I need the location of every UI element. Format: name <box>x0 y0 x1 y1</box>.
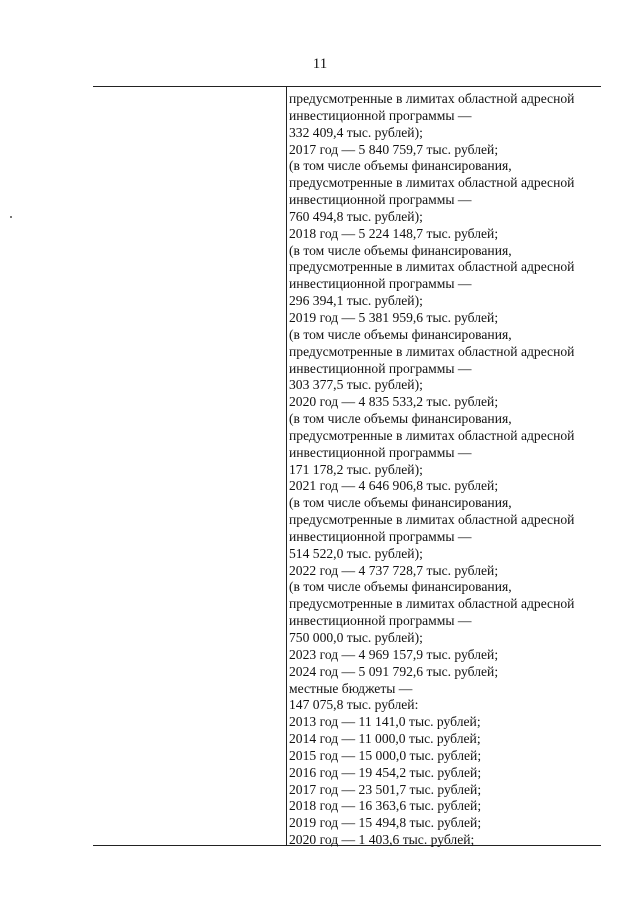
table-text-line: предусмотренные в лимитах областной адресной <box>289 512 575 528</box>
table-text-line: предусмотренные в лимитах областной адресной <box>289 175 575 191</box>
table-text-line: (в том числе объемы финансирования, <box>289 242 512 258</box>
table-text-line: инвестиционной программы — <box>289 613 472 629</box>
table-text-line: инвестиционной программы — <box>289 444 472 460</box>
table-text-line: (в том числе объемы финансирования, <box>289 326 512 342</box>
table-text-line: 2013 год — 11 141,0 тыс. рублей; <box>289 714 481 730</box>
table-text-line: 2020 год — 4 835 533,2 тыс. рублей; <box>289 394 499 410</box>
table-text-line: 2019 год — 15 494,8 тыс. рублей; <box>289 815 482 831</box>
table-text-line: 2015 год — 15 000,0 тыс. рублей; <box>289 747 482 763</box>
table-text-line: 2017 год — 23 501,7 тыс. рублей; <box>289 781 482 797</box>
table-text-line: предусмотренные в лимитах областной адресной <box>289 343 575 359</box>
table-text-line: 2016 год — 19 454,2 тыс. рублей; <box>289 764 482 780</box>
table-text-line: предусмотренные в лимитах областной адресной <box>289 91 575 106</box>
table-text-line: 2018 год — 16 363,6 тыс. рублей; <box>289 798 482 814</box>
table-left-column <box>93 87 287 845</box>
table-text-line: предусмотренные в лимитах областной адресной <box>289 427 575 443</box>
table-text-line: инвестиционной программы — <box>289 276 472 292</box>
table-text-line: 2019 год — 5 381 959,6 тыс. рублей; <box>289 309 499 325</box>
table-text-line: 750 000,0 тыс. рублей); <box>289 630 423 645</box>
table-text-line: предусмотренные в лимитах областной адресной <box>289 259 575 275</box>
table-text-line: 2023 год — 4 969 157,9 тыс. рублей; <box>289 646 499 662</box>
table-text-line: 514 522,0 тыс. рублей); <box>289 545 423 561</box>
table-text-line: 2021 год — 4 646 906,8 тыс. рублей; <box>289 478 499 494</box>
table-text-line: инвестиционной программы — <box>289 192 472 208</box>
table-text-line: 147 075,8 тыс. рублей: <box>289 697 419 713</box>
table-text-line: 171 178,2 тыс. рублей); <box>289 461 423 477</box>
table-text-line: инвестиционной программы — <box>289 528 472 544</box>
page-number: 11 <box>312 56 328 72</box>
table-text-line: (в том числе объемы финансирования, <box>289 579 512 595</box>
table-text-line: инвестиционной программы — <box>289 360 472 376</box>
table-text-line: предусмотренные в лимитах областной адресной <box>289 596 575 612</box>
scan-artifact <box>10 216 12 218</box>
table-text-line: 2017 год — 5 840 759,7 тыс. рублей; <box>289 141 499 157</box>
table-text-line: 2020 год — 1 403,6 тыс. рублей; <box>289 832 475 848</box>
financing-table <box>93 86 601 846</box>
table-text-line: (в том числе объемы финансирования, <box>289 158 512 174</box>
table-text-line: 296 394,1 тыс. рублей); <box>289 293 423 309</box>
table-text-line: (в том числе объемы финансирования, <box>289 411 512 427</box>
table-text-line: 760 494,8 тыс. рублей); <box>289 208 423 224</box>
table-text-line: (в том числе объемы финансирования, <box>289 495 512 511</box>
table-text-line: 2024 год — 5 091 792,6 тыс. рублей; <box>289 663 499 679</box>
table-text-line: 332 409,4 тыс. рублей); <box>289 124 423 140</box>
table-text-line: 2018 год — 5 224 148,7 тыс. рублей; <box>289 225 499 241</box>
table-text-line: 2022 год — 4 737 728,7 тыс. рублей; <box>289 562 499 578</box>
table-right-column <box>288 91 600 849</box>
table-text-line: местные бюджеты — <box>289 680 413 696</box>
table-text-line: 303 377,5 тыс. рублей); <box>289 377 423 393</box>
table-text-line: 2014 год — 11 000,0 тыс. рублей; <box>289 731 481 747</box>
table-text-line: инвестиционной программы — <box>289 107 472 123</box>
